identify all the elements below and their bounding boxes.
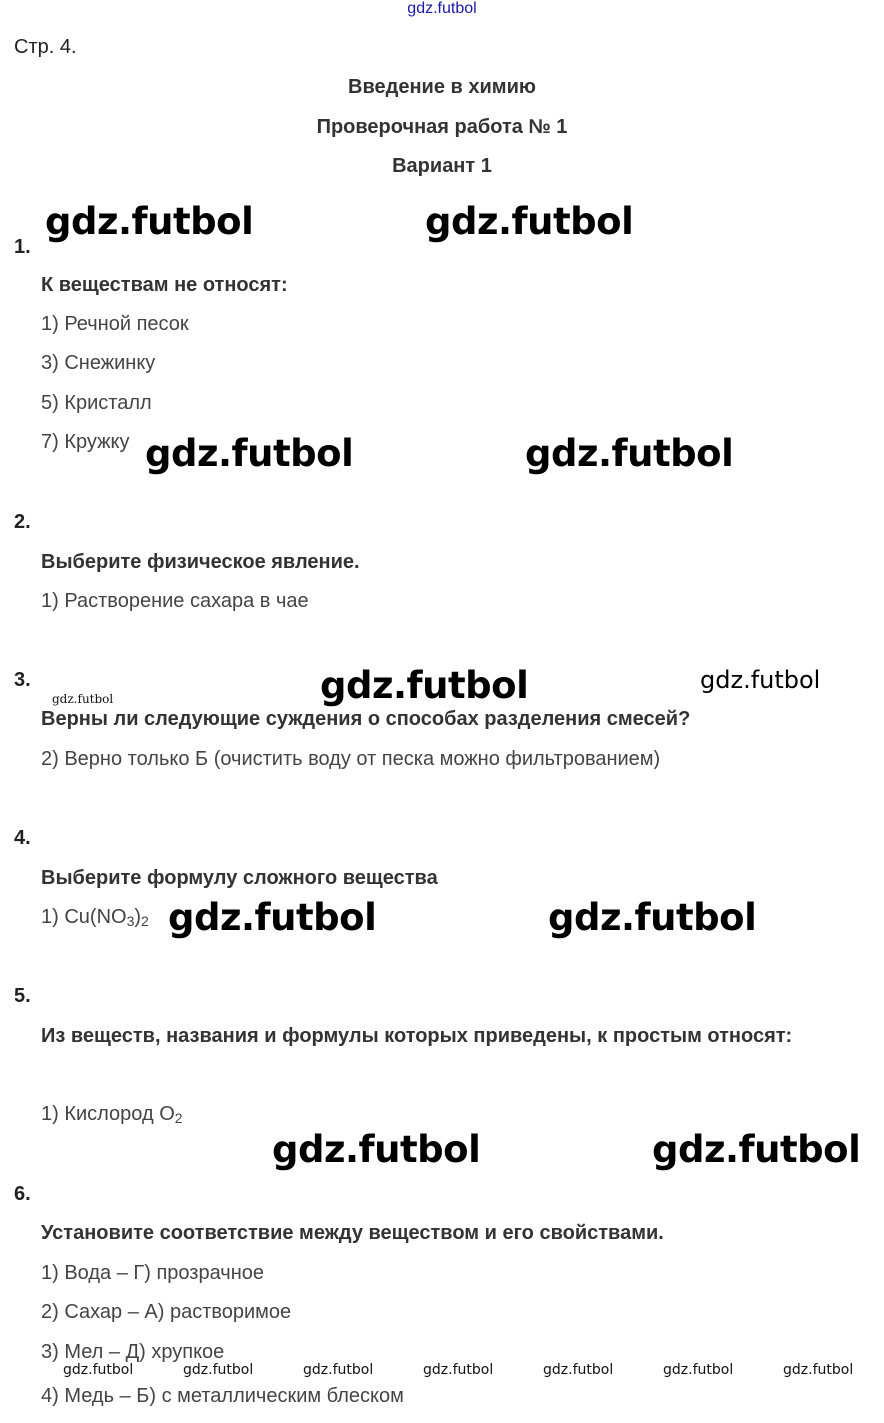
question-4-answer: 1) $Cu(NO_3)_2$ — [41, 906, 149, 929]
variant-title: Вариант 1 — [392, 155, 492, 177]
question-1-answer: 5) Кристалл — [41, 392, 152, 414]
question-3-number: 3. — [14, 669, 31, 691]
question-4-text: Выберите формулу сложного вещества — [41, 867, 438, 889]
top-watermark: gdz.futbol — [407, 0, 477, 17]
watermark: gdz.futbol — [525, 432, 734, 475]
watermark: gdz.futbol — [548, 896, 757, 939]
question-3-text: Верны ли следующие суждения о способах разделения смесей? — [41, 708, 691, 730]
watermark: gdz.futbol — [183, 1362, 254, 1378]
question-5-answer: 1) Кислород $O_2$ — [41, 1103, 183, 1126]
section-title: Введение в химию — [348, 76, 536, 98]
watermark: gdz.futbol — [652, 1128, 861, 1171]
watermark: gdz.futbol — [145, 432, 354, 475]
question-6-answer: 4) Медь – Б) с металлическим блеском — [41, 1385, 404, 1407]
question-6-answer: 3) Мел – Д) хрупкое — [41, 1341, 225, 1363]
watermark: gdz.futbol — [272, 1128, 481, 1171]
question-5-text: Из веществ, названия и формулы которых приведены, к простым относят: — [41, 1025, 793, 1047]
question-4-number: 4. — [14, 827, 31, 849]
page-reference: Стр. 4. — [14, 36, 77, 58]
question-3-answer: 2) Верно только Б (очистить воду от песка можно фильтрованием) — [41, 748, 661, 770]
question-2-number: 2. — [14, 511, 31, 533]
question-1-answer: 1) Речной песок — [41, 313, 189, 335]
question-1-text: К веществам не относят: — [41, 274, 288, 296]
question-1-answer: 7) Кружку — [41, 431, 130, 453]
watermark: gdz.futbol — [663, 1362, 734, 1378]
watermark: gdz.futbol — [303, 1362, 374, 1378]
watermark: gdz.futbol — [52, 692, 114, 706]
watermark: gdz.futbol — [700, 666, 821, 694]
work-title: Проверочная работа № 1 — [316, 116, 568, 138]
question-1-answer: 3) Снежинку — [41, 352, 156, 374]
watermark: gdz.futbol — [423, 1362, 494, 1378]
question-6-number: 6. — [14, 1183, 31, 1205]
watermark: gdz.futbol — [425, 200, 634, 243]
watermark: gdz.futbol — [168, 896, 377, 939]
watermark: gdz.futbol — [543, 1362, 614, 1378]
watermark: gdz.futbol — [320, 664, 529, 707]
watermark: gdz.futbol — [45, 200, 254, 243]
question-1-number: 1. — [14, 236, 31, 258]
watermark: gdz.futbol — [63, 1362, 134, 1378]
question-2-text: Выберите физическое явление. — [41, 551, 360, 573]
watermark: gdz.futbol — [783, 1362, 854, 1378]
question-6-answer: 2) Сахар – А) растворимое — [41, 1301, 292, 1323]
question-6-text: Установите соответствие между веществом и его свойствами. — [41, 1222, 664, 1244]
question-5-number: 5. — [14, 985, 31, 1007]
question-6-answer: 1) Вода – Г) прозрачное — [41, 1262, 264, 1284]
question-2-answer: 1) Растворение сахара в чае — [41, 590, 309, 612]
